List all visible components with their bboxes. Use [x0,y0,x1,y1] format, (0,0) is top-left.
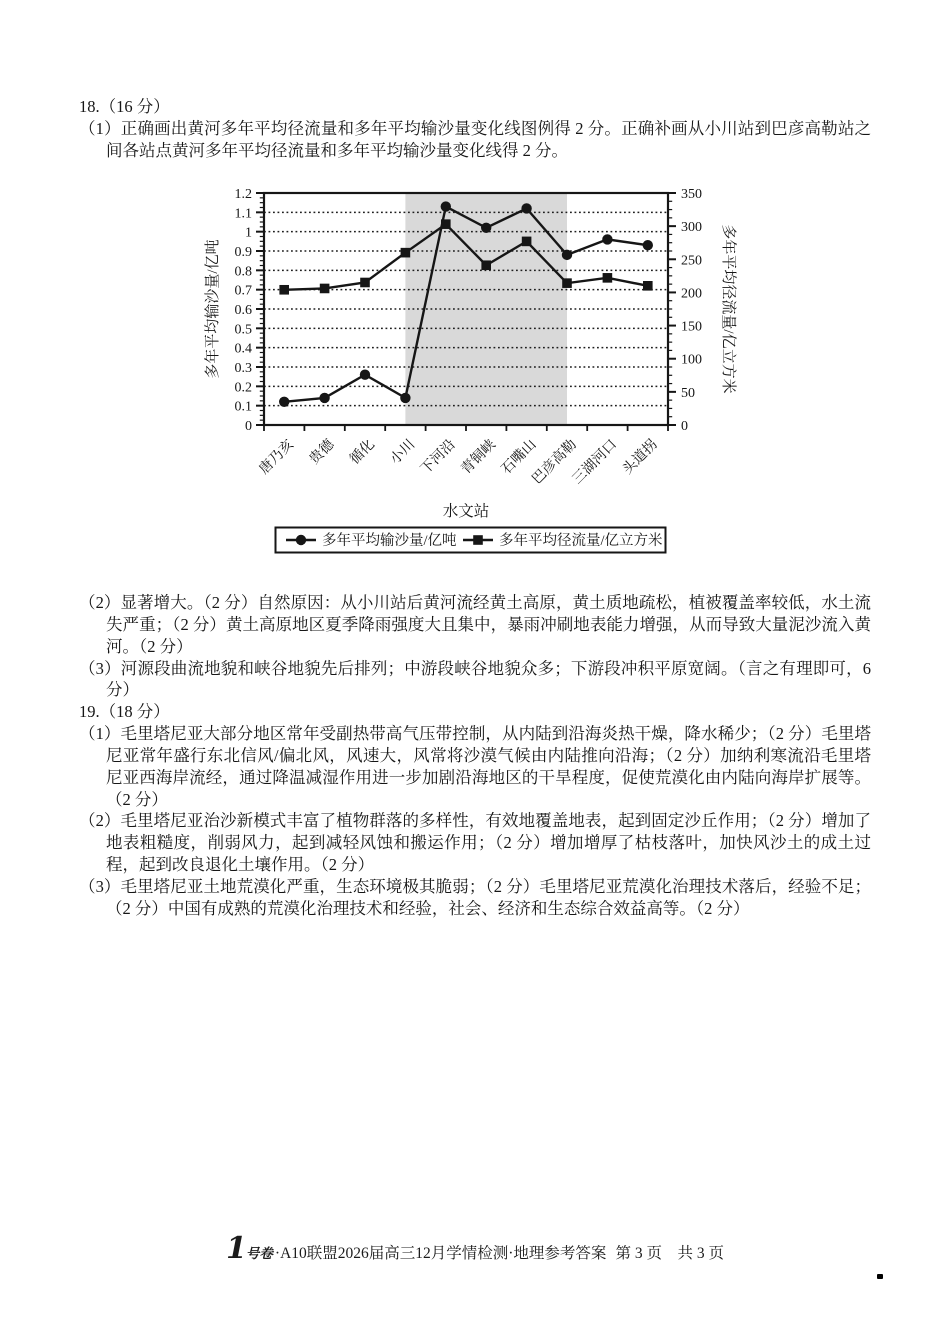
station-label: 贵德 [307,437,338,468]
answer-19-2: （2）毛里塔尼亚治沙新模式丰富了植物群落的多样性，有效地覆盖地表，起到固定沙丘作用；（2 分）增加了地表粗糙度，削弱风力，起到减轻风蚀和搬运作用；（2 分）增加增厚了枯枝落叶，加快风沙土的成土过程，起到改良退化土壤作用。（2 分） [79,811,871,875]
left-y-tick-label: 0.5 [234,322,252,338]
answer-18-2: （2）显著增大。（2 分）自然原因：从小川站后黄河流经黄土高原，黄土质地疏松，植被覆盖率较低，水土流失严重；（2 分）黄土高原地区夏季降雨强度大且集中，暴雨冲刷地表能力增强，从而导致大量泥沙流入黄河。（2 分） [79,593,871,656]
right-y-tick-label: 350 [681,187,702,202]
right-y-tick-label: 200 [681,286,702,302]
right-axis-title: 多年平均径流量/亿立方米 [720,224,736,394]
answer-19-1: （1）毛里塔尼亚大部分地区常年受副热带高气压带控制，从内陆到沿海炎热干燥，降水稀少；（2 分）毛里塔尼亚常年盛行东北信风/偏北风，风速大，风常将沙漠气候由内陆推向沿海；（2 分）加纳利寒流沿毛里塔尼亚西海岸流经，通过降温减湿作用进一步加剧沿海地区的干旱程度，促使荒漠化由内陆向海岸扩展等。（2 分） [79,724,871,809]
scan-artifact-dot [877,1274,883,1279]
right-y-tick-label: 300 [681,220,702,236]
page-footer [0,1231,950,1266]
right-y-tick-label: 50 [681,385,695,401]
left-y-tick-label: 0.9 [234,245,252,260]
right-y-tick-label: 100 [681,352,702,368]
answer-18-3: （3）河源段曲流地貌和峡谷地貌先后排列；中游段峡谷地貌众多；下游段冲积平原宽阔。（言之有理即可，6 分） [79,658,871,700]
station-label: 循化 [347,437,378,468]
x-category-labels [256,435,661,487]
brand-logo-numeral: 1 [226,1231,245,1266]
x-axis-title: 水文站 [442,503,490,520]
answer-19-3: （3）毛里塔尼亚土地荒漠化严重，生态环境极其脆弱；（2 分）毛里塔尼亚荒漠化治理技术落后，经验不足；（2 分）中国有成熟的荒漠化治理技术和经验，社会、经济和生态综合效益高等。（2 分） [79,876,871,918]
station-label: 下河沿 [418,437,459,478]
left-y-tick-label: 0.4 [234,341,252,357]
left-y-tick-label: 0.3 [234,361,252,376]
question-18-block [79,96,871,162]
left-y-tick-label: 0.8 [234,264,252,280]
station-label: 三湖河口 [570,437,621,488]
footer-exam-title: ·A10联盟2026届高三12月学情检测·地理参考答案 [274,1245,607,1262]
station-label: 头道拐 [620,437,661,478]
footer-page-number: 第 3 页 共 3 页 [615,1245,724,1262]
answer-18-1: （1）正确画出黄河多年平均径流量和多年平均输沙量变化线图例得 2 分。正确补画从小川站到巴彦高勒站之间各站点黄河多年平均径流量和多年平均输沙量变化线得 2 分。 [79,118,871,160]
legend-label: 多年平均径流量/亿立方米 [499,533,663,549]
left-y-tick-label: 1.1 [234,206,252,222]
left-y-tick-label: 0 [245,419,252,434]
station-label: 唐乃亥 [256,437,298,478]
left-y-tick-label: 0.2 [234,380,252,396]
station-label: 石嘴山 [499,437,540,478]
right-y-tick-label: 0 [681,419,688,434]
station-label: 青铜峡 [458,437,500,478]
question-19-heading: 19.（18 分） [79,702,170,722]
left-axis-title: 多年平均输沙量/亿吨 [205,239,221,379]
left-y-tick-label: 1.2 [234,187,252,202]
right-y-tick-label: 150 [681,319,702,335]
brand-logo-text: 号卷 [245,1246,273,1261]
left-y-tick-label: 0.7 [234,283,252,299]
legend-label: 多年平均输沙量/亿吨 [322,533,457,549]
hydrology-chart [0,180,950,585]
station-label: 巴彦高勒 [529,437,580,488]
legend [276,528,666,553]
station-label: 小川 [387,437,419,468]
question-18-heading: 18.（16 分） [79,97,170,116]
left-y-tick-label: 1 [245,225,252,241]
right-y-tick-label: 250 [681,253,702,269]
left-y-tick-label: 0.1 [234,399,252,415]
answers-lower-block [79,592,871,920]
left-y-tick-label: 0.6 [234,303,252,318]
hydrology-chart-figure [0,180,950,585]
